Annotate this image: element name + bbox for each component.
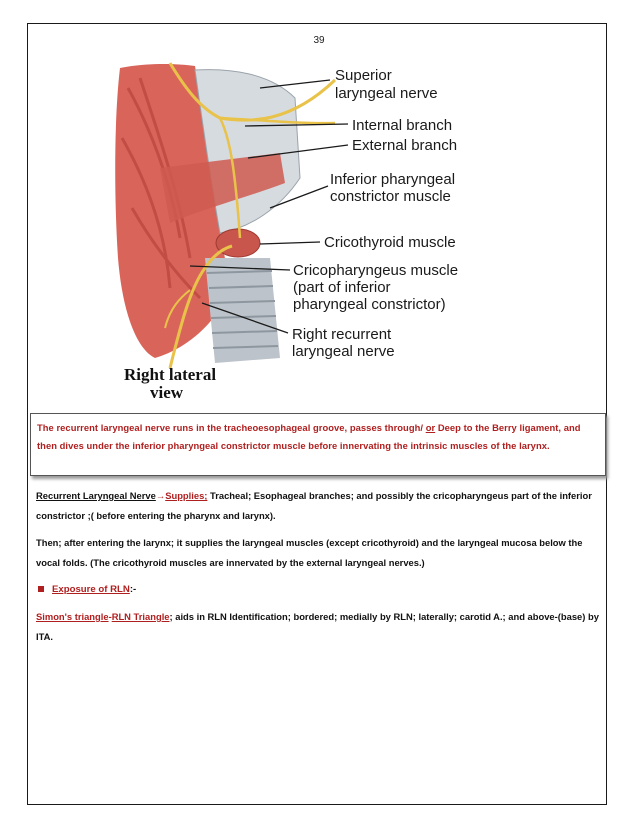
label-internal-branch: Internal branch — [352, 117, 453, 134]
page-number: 39 — [313, 35, 325, 46]
label-view-2: view — [150, 383, 184, 400]
larynx-illustration — [110, 58, 540, 400]
square-bullet-icon — [38, 586, 44, 592]
simons-triangle-term: Simon's triangle — [36, 611, 109, 622]
label-cricothyroid: Cricothyroid muscle — [324, 234, 456, 251]
anatomy-figure — [110, 58, 540, 400]
label-recurrent-1: Right recurrent — [292, 326, 392, 343]
callout-box — [30, 413, 606, 476]
para1-rest: Tracheal; Esophageal branches; and possibly the cricopharyngeus part of the inferior constrictor ;( before entering the pharynx and larynx). — [36, 490, 592, 521]
label-inferior-1: Inferior pharyngeal — [330, 171, 456, 188]
paragraph-larynx-supply: Then; after entering the larynx; it supplies the laryngeal muscles (except cricothyroid) and the laryngeal mucosa below the vocal folds. (The cricothyroid muscles are innervated by the external laryngeal nerves.) — [36, 537, 583, 568]
cricothyroid — [216, 229, 260, 257]
label-view-1: Right lateral — [124, 365, 217, 384]
label-recurrent-2: laryngeal nerve — [292, 343, 395, 360]
arrow-icon: → — [155, 490, 166, 501]
rln-term: Recurrent Laryngeal Nerve — [36, 490, 156, 501]
paragraph-rln-supplies — [36, 486, 602, 526]
term-dash: - — [108, 611, 112, 622]
paragraph-simons-triangle — [36, 607, 602, 647]
label-inferior-2: constrictor muscle — [330, 188, 451, 205]
supplies-label: Supplies; — [165, 490, 208, 501]
heading-label: Exposure of RLN — [52, 584, 130, 595]
section-heading — [36, 582, 136, 598]
leader-cricothyroid — [260, 242, 320, 244]
label-external-branch: External branch — [352, 137, 458, 154]
callout-text — [37, 419, 599, 455]
label-superior-1: Superior — [335, 67, 392, 84]
label-cricopharyngeus-3: pharyngeal constrictor) — [293, 296, 446, 313]
label-cricopharyngeus-1: Cricopharyngeus muscle — [293, 262, 459, 279]
label-cricopharyngeus-2: (part of inferior — [293, 279, 391, 296]
callout-or: or — [425, 422, 436, 433]
heading-suffix: :- — [129, 584, 137, 595]
label-superior-2: laryngeal nerve — [335, 85, 438, 102]
para3-rest: ; aids in RLN Identification; bordered; medially by RLN; laterally; carotid A.; and above-(base) by ITA. — [36, 611, 599, 642]
callout-part-1: The recurrent laryngeal nerve runs in the tracheoesophageal groove, passes through/ — [37, 422, 426, 433]
rln-triangle-term: RLN Triangle — [111, 611, 170, 622]
callout-part-3: Deep to the Berry ligament, and then dives under the inferior pharyngeal constrictor muscle before innervating the intrinsic muscles of the larynx. — [37, 422, 581, 451]
